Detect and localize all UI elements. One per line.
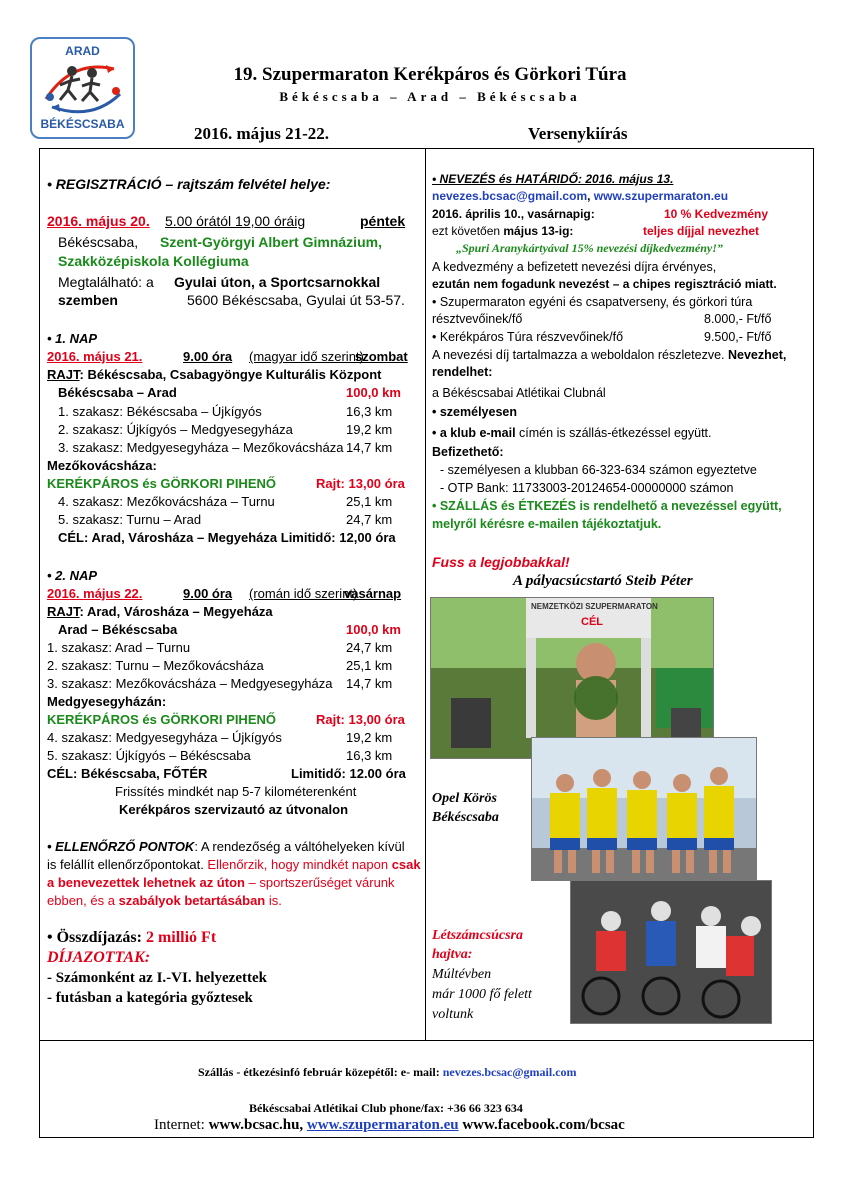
registration-city: Békéscsaba, bbox=[58, 234, 139, 250]
stage-km: 24,7 km bbox=[346, 640, 393, 655]
fee-1-label: • Szupermaraton egyéni és csapatverseny, és görkori túra bbox=[432, 295, 753, 309]
stage-km: 24,7 km bbox=[346, 512, 393, 527]
day2-start-label: RAJT bbox=[47, 604, 80, 619]
day2-start-place: : Arad, Városháza – Megyeháza bbox=[79, 604, 273, 619]
stage-label: 4. szakasz: Mezőkovácsháza – Turnu bbox=[58, 494, 275, 509]
day2-total: 100,0 km bbox=[346, 622, 401, 637]
footer-lodging-info: Szállás - étkezésinfó február közepétől: e- mail: bbox=[198, 1065, 443, 1079]
registration-day: péntek bbox=[360, 213, 406, 229]
stage-km: 14,7 km bbox=[346, 440, 393, 455]
day2-limit: Limitidő: 12.00 óra bbox=[291, 766, 406, 781]
checkpoints-text-2: is felállít ellenőrzőpontokat. bbox=[47, 857, 204, 872]
payment-option-2: - OTP Bank: 11733003-20124654-00000000 számon bbox=[440, 481, 734, 495]
entry-site-link[interactable]: www.szupermaraton.eu bbox=[593, 189, 729, 203]
document-type: Versenykiírás bbox=[528, 124, 628, 143]
stage-label: 3. szakasz: Medgyesegyháza – Mezőkovácsháza bbox=[58, 440, 344, 455]
checkpoints-text-3: Ellenőrzik, hogy mindkét napon bbox=[203, 857, 392, 872]
lodging-note-2: melyről kérésre e-mailen tájékoztatjuk. bbox=[432, 517, 662, 531]
registration-heading: • REGISZTRÁCIÓ – rajtszám felvétel helye: bbox=[47, 176, 331, 192]
entry-deadline: : 2016. május 13. bbox=[578, 172, 674, 186]
footer-site-link[interactable]: www.szupermaraton.eu bbox=[306, 1117, 459, 1133]
day1-midpoint: Mezőkovácsháza: bbox=[47, 458, 157, 473]
checkpoints-text-5: a benevezettek lehetnek az úton bbox=[47, 875, 245, 890]
day1-time-note: (magyar idő szerint) bbox=[249, 349, 364, 364]
club-logo bbox=[30, 37, 135, 139]
past-caption-1: Múltévben bbox=[432, 967, 492, 982]
footer-comma: , bbox=[299, 1117, 307, 1133]
fee-includes-can-enter: Nevezhet, bbox=[728, 348, 787, 362]
event-date: 2016. május 21-22. bbox=[194, 124, 330, 143]
stage-km: 19,2 km bbox=[346, 422, 393, 437]
payment-option-1: - személyesen a klubban 66-323-634 számon egyeztetve bbox=[440, 463, 757, 477]
column-divider bbox=[425, 148, 426, 1040]
day1-rest-start: Rajt: 13,00 óra bbox=[316, 476, 405, 491]
registration-location-b: Gyulai úton, a Sportcsarnokkal bbox=[174, 274, 381, 290]
record-holder: A pályacsúcstartó Steib Péter bbox=[513, 573, 693, 589]
day2-midpoint: Medgyesegyházán: bbox=[47, 694, 167, 709]
day2-heading: • 2. NAP bbox=[47, 568, 98, 583]
checkpoints-text-7: ebben, és a bbox=[47, 893, 119, 908]
fee-includes-text: A nevezési díj tartalmazza a weboldalon részletezve. bbox=[432, 348, 728, 362]
checkpoints-text-8: szabályok betartásában bbox=[118, 893, 266, 908]
fee-1-amount: 8.000,- Ft/fő bbox=[704, 312, 772, 326]
day2-finish: CÉL: Békéscsaba, FŐTÉR bbox=[47, 766, 208, 781]
after-date: május 13-ig: bbox=[503, 224, 574, 238]
footer-club-link[interactable]: www.bcsac.hu bbox=[208, 1117, 300, 1133]
registration-date: 2016. május 20. bbox=[47, 213, 150, 229]
day1-time: 9.00 óra bbox=[183, 349, 233, 364]
option-email-text: címén is szállás-étkezéssel együtt. bbox=[515, 426, 712, 440]
entry-comma: , bbox=[587, 189, 594, 203]
day2-time: 9.00 óra bbox=[183, 586, 233, 601]
footer-facebook-link[interactable]: www.facebook.com/bcsac bbox=[458, 1117, 625, 1133]
registration-school: Szent-Györgyi Albert Gimnázium, bbox=[160, 234, 382, 250]
footer-internet-label: Internet: bbox=[154, 1117, 209, 1133]
prize-amount: 2 millió Ft bbox=[145, 929, 217, 946]
stage-km: 16,3 km bbox=[346, 748, 393, 763]
stage-label: 4. szakasz: Medgyesegyháza – Újkígyós bbox=[47, 730, 282, 745]
option-email-label: • a klub e-mail bbox=[432, 426, 516, 440]
prize-label: • Összdíjazás: bbox=[47, 929, 146, 946]
discount-date: 2016. április 10., vasárnapig: bbox=[432, 207, 595, 221]
fee-1-label-2: résztvevőinek/fő bbox=[432, 312, 523, 326]
day2-rest-start: Rajt: 13,00 óra bbox=[316, 712, 405, 727]
footer-phone: Békéscsabai Atlétikai Club phone/fax: +36 66 323 634 bbox=[249, 1101, 523, 1115]
refreshment-note: Frissítés mindkét nap 5-7 kilométerenként bbox=[115, 784, 357, 799]
page-title: 19. Szupermaraton Kerékpáros és Görkori Túra bbox=[233, 64, 627, 85]
checkpoints-label: • ELLENŐRZŐ PONTOK bbox=[47, 839, 195, 854]
day1-route: Békéscsaba – Arad bbox=[58, 385, 177, 400]
entry-heading: • NEVEZÉS és HATÁRIDŐ bbox=[432, 172, 579, 186]
full-fee-note: teljes díjjal nevezhet bbox=[643, 224, 760, 238]
award-item-2: - futásban a kategória győztesek bbox=[47, 990, 253, 1006]
club-name: a Békéscsabai Atlétikai Clubnál bbox=[432, 386, 606, 400]
day1-rest: KERÉKPÁROS és GÖRKORI PIHENŐ bbox=[47, 476, 276, 491]
stage-km: 25,1 km bbox=[346, 658, 393, 673]
past-caption-3: voltunk bbox=[432, 1007, 474, 1022]
awarded-heading: DÍJAZOTTAK: bbox=[47, 949, 151, 966]
stage-label: 5. szakasz: Turnu – Arad bbox=[58, 512, 202, 527]
registration-time: 5.00 órától 19,00 óráig bbox=[165, 213, 306, 229]
day1-date: 2016. május 21. bbox=[47, 349, 143, 364]
stage-label: 2. szakasz: Újkígyós – Medgyesegyháza bbox=[58, 422, 293, 437]
count-caption-2: hajtva: bbox=[432, 947, 473, 962]
registration-address: 5600 Békéscsaba, Gyulai út 53-57. bbox=[187, 292, 405, 308]
day2-rest: KERÉKPÁROS és GÖRKORI PIHENŐ bbox=[47, 712, 276, 727]
page-subtitle: Békéscsaba – Arad – Békéscsaba bbox=[279, 89, 581, 104]
run-slogan: Fuss a legjobbakkal! bbox=[432, 554, 570, 570]
option-personal: • személyesen bbox=[432, 405, 517, 419]
opel-caption-2: Békéscsaba bbox=[432, 810, 499, 825]
opel-team-photo bbox=[531, 737, 757, 881]
registration-location-a: Megtalálható: a bbox=[58, 274, 154, 290]
stage-km: 19,2 km bbox=[346, 730, 393, 745]
stage-km: 25,1 km bbox=[346, 494, 393, 509]
checkpoints-text-6: – sportszerűséget várunk bbox=[244, 875, 395, 890]
after-label: ezt követően bbox=[432, 224, 504, 238]
record-holder-photo bbox=[430, 597, 714, 759]
entry-email-link[interactable]: nevezes.bcsac@gmail.com bbox=[432, 189, 588, 203]
checkpoints-text-4: csak bbox=[391, 857, 421, 872]
discount-paragraph-2: ezután nem fogadunk nevezést – a chipes regisztráció miatt. bbox=[432, 277, 777, 291]
footer-divider bbox=[39, 1040, 813, 1041]
stage-label: 2. szakasz: Turnu – Mezőkovácsháza bbox=[47, 658, 264, 673]
day1-day: szombat bbox=[355, 349, 408, 364]
day1-finish: CÉL: Arad, Városháza – Megyeháza Limitidő: 12,00 óra bbox=[58, 530, 396, 545]
stage-label: 1. szakasz: Arad – Turnu bbox=[47, 640, 191, 655]
fee-2-label: • Kerékpáros Túra részvevőinek/fő bbox=[432, 330, 624, 344]
stage-label: 3. szakasz: Mezőkovácsháza – Medgyesegyháza bbox=[47, 676, 333, 691]
can-order-label: rendelhet: bbox=[432, 365, 493, 379]
day2-day: vasárnap bbox=[344, 586, 402, 601]
day1-total: 100,0 km bbox=[346, 385, 401, 400]
logo-bottom-text: BÉKÉSCSABA bbox=[40, 117, 125, 131]
opel-caption-1: Opel Körös bbox=[432, 791, 497, 806]
discount-value: 10 % Kedvezmény bbox=[664, 207, 769, 221]
banner-text: NEMZETKÖZI SZUPERMARATON bbox=[531, 602, 658, 611]
count-caption-1: Létszámcsúcsra bbox=[432, 928, 523, 943]
stage-km: 14,7 km bbox=[346, 676, 393, 691]
day1-start-place: : Békéscsaba, Csabagyöngye Kulturális Központ bbox=[79, 367, 382, 382]
day2-time-note: (román idő szerint) bbox=[249, 586, 358, 601]
past-caption-2: már 1000 fő felett bbox=[432, 987, 532, 1002]
cyclists-photo bbox=[570, 880, 772, 1024]
award-item-1: - Számonként az I.-VI. helyezettek bbox=[47, 970, 267, 986]
stage-km: 16,3 km bbox=[346, 404, 393, 419]
day2-route: Arad – Békéscsaba bbox=[58, 622, 178, 637]
registration-location-c: szemben bbox=[58, 292, 118, 308]
day1-start-label: RAJT bbox=[47, 367, 80, 382]
checkpoints-text-1: : A rendezőség a váltóhelyeken kívül bbox=[194, 839, 405, 854]
checkpoints-text-9: is. bbox=[265, 893, 282, 908]
golden-card-discount: „Spuri Aranykártyával 15% nevezési díjkedvezmény!” bbox=[456, 241, 723, 255]
service-note: Kerékpáros szervizautó az útvonalon bbox=[119, 802, 349, 817]
discount-paragraph-1: A kedvezmény a befizetett nevezési díjra érvényes, bbox=[432, 260, 717, 274]
day2-date: 2016. május 22. bbox=[47, 586, 143, 601]
logo-top-text: ARAD bbox=[65, 44, 100, 58]
stage-label: 5. szakasz: Újkígyós – Békéscsaba bbox=[47, 748, 251, 763]
day1-heading: • 1. NAP bbox=[47, 331, 98, 346]
fee-2-amount: 9.500,- Ft/fő bbox=[704, 330, 772, 344]
registration-school-2: Szakközépiskola Kollégiuma bbox=[58, 253, 249, 269]
payable-label: Befizethető: bbox=[432, 445, 504, 459]
footer-email-link[interactable]: nevezes.bcsac@gmail.com bbox=[442, 1065, 577, 1079]
banner-finish-text: CÉL bbox=[581, 616, 603, 628]
stage-label: 1. szakasz: Békéscsaba – Újkígyós bbox=[58, 404, 262, 419]
lodging-note-1: • SZÁLLÁS és ÉTKEZÉS is rendelhető a nevezéssel együtt, bbox=[432, 499, 782, 513]
